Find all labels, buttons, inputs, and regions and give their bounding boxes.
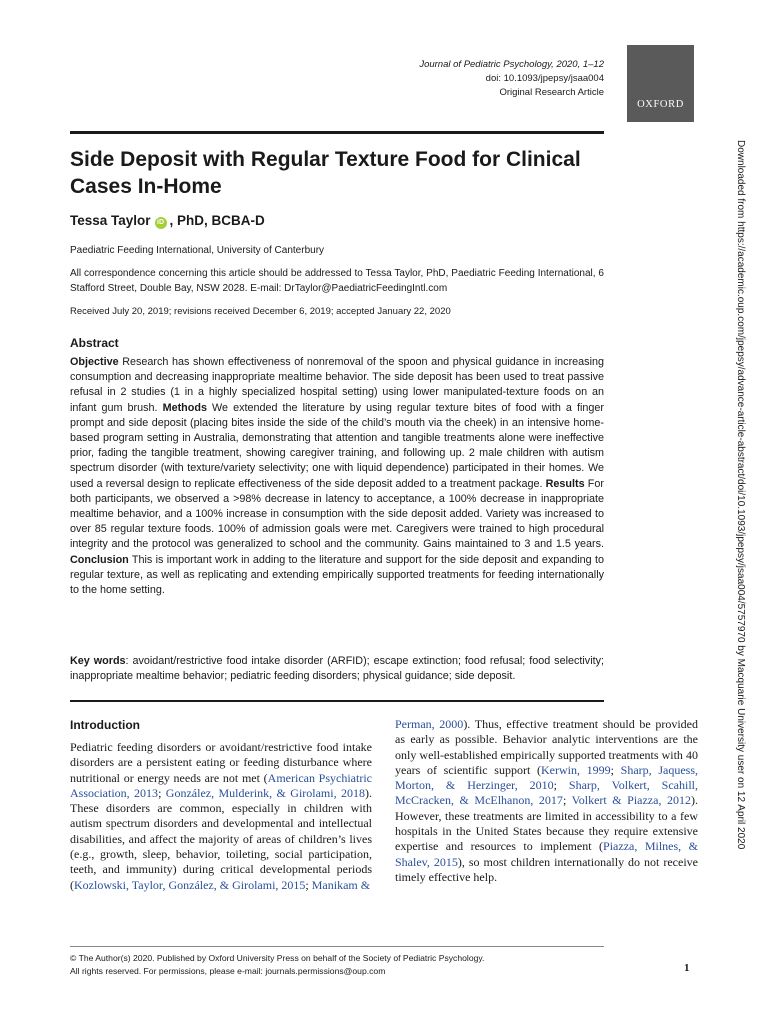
objective-text: Research has shown effectiveness of nonremoval of the spoon and physical guidance in increasing consumption and decreasing inappropriate mealtime behavior. The side deposit has been used to treat passive refusal in 2 studies (1 in a highly specialized hospital setting) using lower manipulated-texture foods on an infant gum brush. <box>70 356 604 414</box>
orcid-icon[interactable]: iD <box>155 217 167 229</box>
abstract-bottom-rule <box>70 700 604 702</box>
footer <box>70 952 630 978</box>
results-label: Results <box>545 477 585 490</box>
received-dates: Received July 20, 2019; revisions received December 6, 2019; accepted January 22, 2020 <box>70 306 451 317</box>
citation-link[interactable]: Kozlowski, Taylor, González, & Girolami, 2015 <box>74 877 306 892</box>
citation-link[interactable]: Kerwin, 1999 <box>540 762 611 777</box>
intro-text: ). These disorders are common, especially in children with autism spectrum disorders and developmental and intellectual disabilities, and affect the majority of areas of children’s lives (e.g., growth, sleep, behavior, toileting, social participation, teeth, and immunity) during critical developmental periods ( <box>70 785 372 892</box>
conclusion-label: Conclusion <box>70 553 129 566</box>
citation-link[interactable]: Volkert & Piazza, 2012 <box>571 793 691 808</box>
journal-header <box>380 58 604 100</box>
citation-link[interactable]: American Psychiatric Association, 2013 <box>70 770 372 800</box>
intro-right-column <box>395 717 698 885</box>
citation-link[interactable]: Sharp, Volkert, Scahill, McCracken, & McElhanon, 2017 <box>395 778 699 808</box>
intro-text: ; <box>158 785 166 800</box>
citation-link[interactable]: Manikam & <box>311 877 371 892</box>
abstract-heading: Abstract <box>70 336 119 350</box>
download-stamp-container <box>732 140 748 970</box>
keywords-label: Key words <box>70 655 126 667</box>
oxford-logo <box>627 45 694 122</box>
author-credentials: , PhD, BCBA-D <box>169 213 265 228</box>
intro-left-column <box>70 740 372 893</box>
objective-label: Objective <box>70 356 119 368</box>
introduction-heading: Introduction <box>70 718 140 732</box>
article-title: Side Deposit with Regular Texture Food for Clinical Cases In-Home <box>70 148 581 198</box>
intro-text: ). However, these treatments are limited in accessibility to a few hospitals in the United States because they require extensive expertise and resources to implement ( <box>395 793 698 854</box>
citation-link[interactable]: Sharp, Jaquess, Morton, & Herzinger, 2010 <box>395 762 698 793</box>
abstract-body <box>70 355 604 598</box>
citation-link[interactable]: Perman, 2000 <box>395 717 464 731</box>
intro-text: ). Thus, effective treatment should be provided as early as possible. Behavior analytic interventions are the only well-established empirically supported treatments with 40 years of scientific support ( <box>395 717 699 777</box>
journal-citation: Journal of Pediatric Psychology, 2020, 1–12 <box>419 59 604 70</box>
doi[interactable]: doi: 10.1093/jpepsy/jsaa004 <box>485 73 604 84</box>
citation-link[interactable]: González, Mulderink, & Girolami, 2018 <box>165 785 365 800</box>
keywords-text: : avoidant/restrictive food intake disorder (ARFID); escape extinction; food refusal; food selectivity; inappropriate mealtime behavior; pediatric feeding disorders; physical guidance; side deposit. <box>70 655 604 683</box>
conclusion-text: This is important work in adding to the literature and support for the side deposit and expanding to regular texture, as well as replicating and extending empirically supported treatments for feeding internationally to the home setting. <box>70 553 604 597</box>
correspondence: All correspondence concerning this article should be addressed to Tessa Taylor, PhD, Paediatric Feeding International, 6 Stafford Street, Double Bay, NSW 2028. E-mail: DrTaylor@PaediatricFeedingIntl.com <box>70 268 604 294</box>
intro-text: ; <box>553 778 569 793</box>
oxford-logo-text: OXFORD <box>637 99 684 110</box>
author-name: Tessa Taylor <box>70 213 151 228</box>
affiliation: Paediatric Feeding International, University of Canterbury <box>70 245 325 256</box>
methods-label: Methods <box>162 401 207 414</box>
top-rule <box>70 131 604 134</box>
intro-text: ; <box>610 762 621 777</box>
citation-link[interactable]: Piazza, Milnes, & Shalev, 2015 <box>395 839 699 869</box>
methods-text: We extended the literature by using regular texture bites of food with a finger prompt and side deposit (placing bites inside the side of the child’s mouth via the cheek) in an intensive home-based program setting in Australia, demonstrating that attention and tangible treatments alone were ineffective prior, fading the tangible treatment, showing caregiver training, and following up. 2 male children with autism spectrum disorder (with texture/variety selectivity; one with liquid dependence) participated in their homes. We used a reversal design to replicate effectiveness of the side deposit added to a treatment package. <box>70 401 604 490</box>
intro-text: ; <box>305 877 312 892</box>
footer-permissions: All rights reserved. For permissions, please e-mail: journals.permissions@oup.com <box>70 966 386 976</box>
footer-rule <box>70 946 604 947</box>
results-text: For both participants, we observed a >98% decrease in latency to acceptance, a 100% decrease in inappropriate mealtime behavior, and a 100% increase in consumption with the side deposit added. Variety was increased to over 85 regular texture foods. 100% of admission goals were met. Caregivers were trained to high procedural integrity and the protocol was generalized to school and the community. Gains maintained to 3 and 1.5 years. <box>70 477 604 551</box>
keywords <box>70 654 604 684</box>
intro-text: ), so most children internationally do not receive timely effective help. <box>395 854 698 884</box>
intro-text: ; <box>562 793 572 808</box>
page-number: 1 <box>684 962 690 974</box>
download-stamp: Downloaded from https://academic.oup.com/jpepsy/advance-article-abstract/doi/10.1093/jpepsy/jsaa004/5757970 by Macquarie University user on 12 April 2020 <box>735 140 746 850</box>
article-type: Original Research Article <box>499 87 604 98</box>
author-line <box>70 213 265 229</box>
intro-text: Pediatric feeding disorders or avoidant/restrictive food intake disorders are a persistent eating or feeding disturbance where nutritional or energy needs are not met ( <box>70 740 372 785</box>
footer-copyright: © The Author(s) 2020. Published by Oxford University Press on behalf of the Society of Pediatric Psychology. <box>70 953 485 963</box>
